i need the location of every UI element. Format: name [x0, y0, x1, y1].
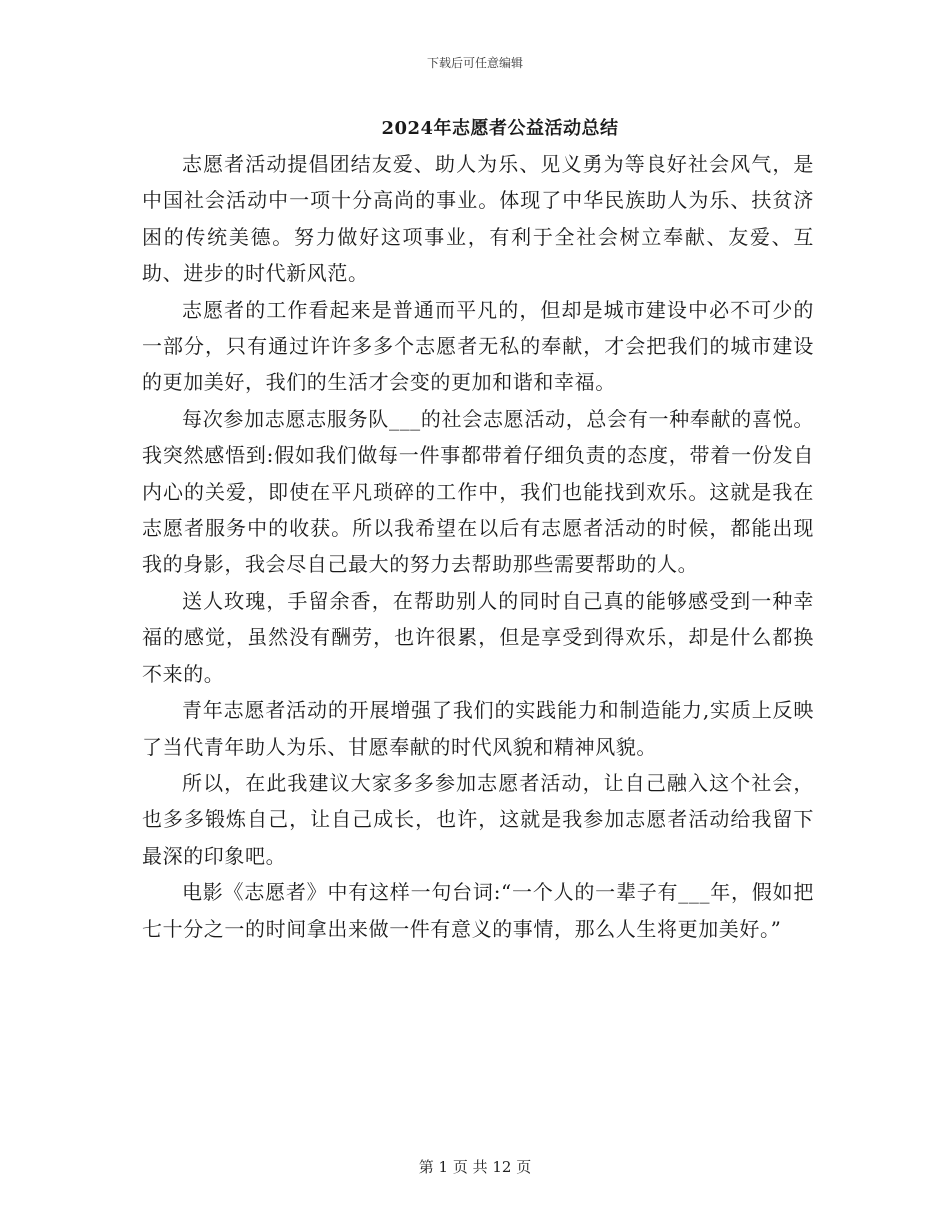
- header-note: 下载后可任意编辑: [426, 56, 523, 70]
- paragraph-2: 志愿者的工作看起来是普通而平凡的，但却是城市建设中必不可少的一部分，只有通过许许多多个志愿者无私的奉献，才会把我们的城市建设的更加美好，我们的生活才会变的更加和谐和幸福。: [142, 297, 814, 395]
- page-footer: 第 1 页 共 12 页: [418, 1158, 532, 1176]
- paragraph-6: 所以，在此我建议大家多多参加志愿者活动，让自己融入这个社会，也多多锻炼自己，让自己成长，也许，这就是我参加志愿者活动给我留下最深的印象吧。: [142, 770, 814, 868]
- paragraph-1: 志愿者活动提倡团结友爱、助人为乐、见义勇为等良好社会风气，是中国社会活动中一项十分高尚的事业。体现了中华民族助人为乐、扶贫济困的传统美德。努力做好这项事业，有利于全社会树立奉献、友爱、互助、进步的时代新风范。: [142, 152, 814, 286]
- document-title: 2024年志愿者公益活动总结: [381, 118, 619, 139]
- document-body: [142, 146, 814, 947]
- paragraph-3: 每次参加志愿志服务队___的社会志愿活动，总会有一种奉献的喜悦。我突然感悟到:假如我们做每一件事都带着仔细负责的态度，带着一份发自内心的关爱，即使在平凡琐碎的工作中，我们也能找到欢乐。这就是我在志愿者服务中的收获。所以我希望在以后有志愿者活动的时候，都能出现我的身影，我会尽自己最大的努力去帮助那些需要帮助的人。: [142, 406, 814, 577]
- paragraph-5: 青年志愿者活动的开展增强了我们的实践能力和制造能力,实质上反映了当代青年助人为乐、甘愿奉献的时代风貌和精神风貌。: [142, 698, 814, 759]
- paragraph-7: 电影《志愿者》中有这样一句台词:“一个人的一辈子有___年，假如把七十分之一的时间拿出来做一件有意义的事情，那么人生将更加美好。”: [142, 880, 814, 941]
- paragraph-4: 送人玫瑰，手留余香，在帮助别人的同时自己真的能够感受到一种幸福的感觉，虽然没有酬劳，也许很累，但是享受到得欢乐，却是什么都换不来的。: [142, 588, 814, 686]
